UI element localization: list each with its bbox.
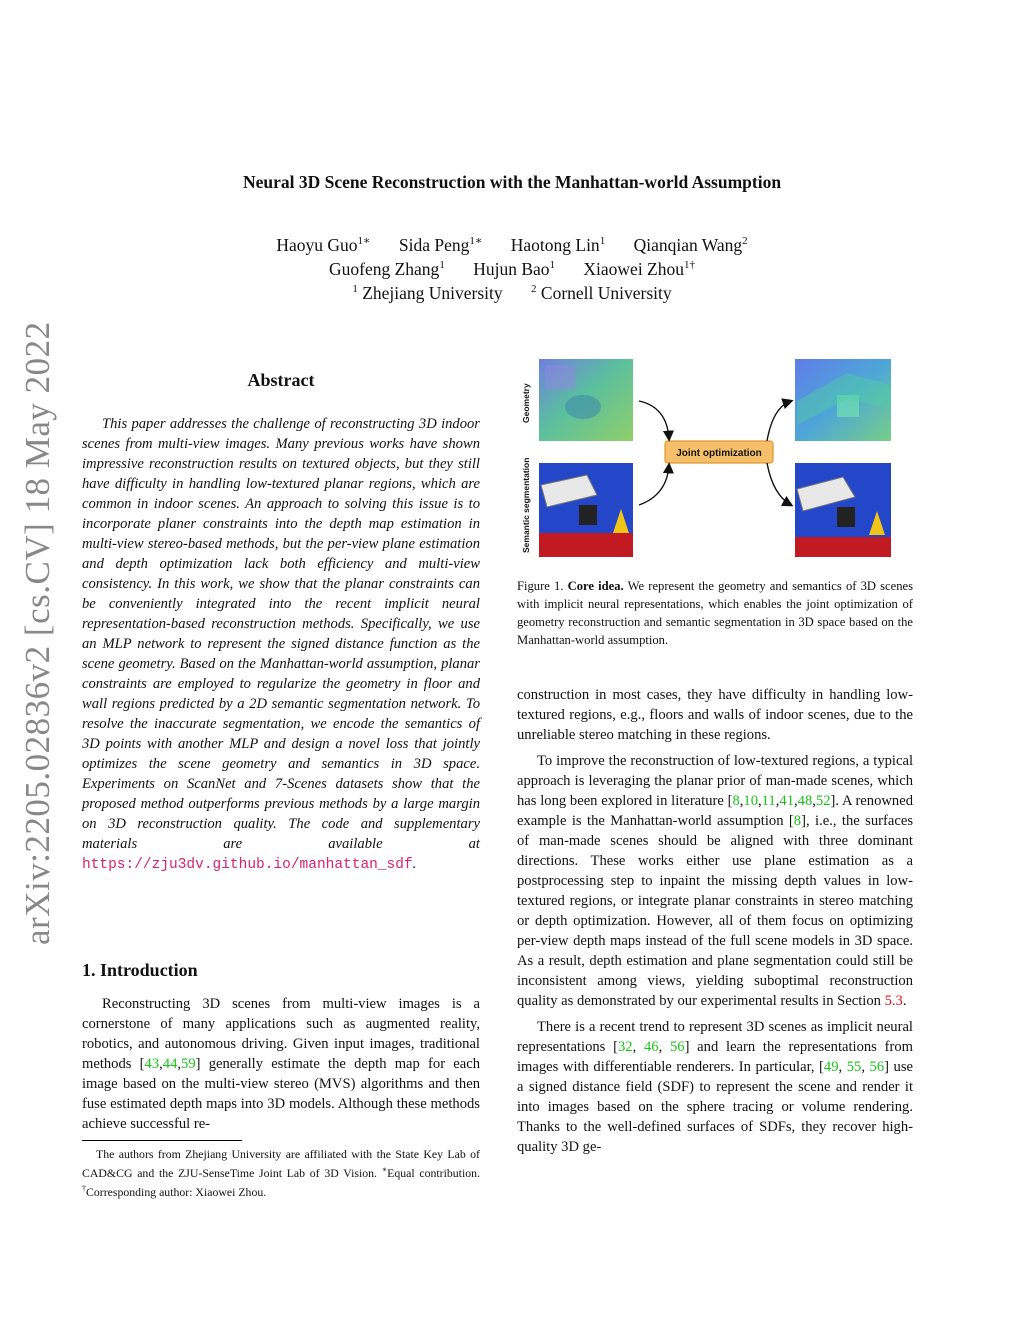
citation-link[interactable]: 44 (162, 1056, 178, 1072)
citation-link[interactable]: 10 (743, 793, 759, 809)
author: Xiaowei Zhou$^{1\dagger}$ (583, 259, 695, 279)
abstract-body: This paper addresses the challenge of reconstructing 3D indoor scenes from multi-view images. Many previous works have shown impressive reconstruction results on textured objects, but they still have difficulty in handling low-textured planar regions, which are common in indoor scenes. An approach to solving this issue is to incorporate planer constraints into the depth map estimation in multi-view stereo-based methods, but the per-view plane estimation and depth optimization lack both efficiency and multi-view consistency. In this work, we show that the planar constraints can be conveniently integrated into the recent implicit neural representation-based reconstruction methods. Specifically, we use an MLP network to represent the signed distance function as the scene geometry. Based on the Manhattan-world assumption, planar constraints are employed to regularize the geometry in floor and wall regions predicted by a 2D semantic segmentation network. To resolve the inaccurate segmentation, we encode the semantics of 3D points with another MLP and design a novel loss that jointly optimizes the scene geometry and semantics in 3D space. Experiments on ScanNet and 7-Scenes datasets show that the proposed method outperforms previous methods by a large margin on 3D reconstruction quality. The code and supplementary materials are available at https://zju3dv.github.io/manhattan_sdf. (82, 416, 480, 873)
geometry-output-image (795, 359, 891, 441)
citation-link[interactable]: 56 (669, 1039, 685, 1055)
paragraph: construction in most cases, they have difficulty in handling low-textured regions, e.g., floors and walls of indoor scenes, due to the unreliable stereo matching in these regions. (517, 687, 913, 743)
arrow-semantic-out (767, 463, 791, 505)
figure-caption: Figure 1. Core idea. We represent the geometry and semantics of 3D scenes with implicit neural representations, which enables the joint optimization of geometry reconstruction and semantic segmentation in 3D space based on the Manhattan-world assumption. (517, 579, 914, 647)
author-line-1 (0, 234, 1024, 256)
arrow-geometry-in (639, 401, 669, 439)
author-line-2 (0, 259, 1024, 280)
semantic-input-image (539, 463, 633, 557)
citation-link[interactable]: 32 (617, 1039, 633, 1055)
citation-link[interactable]: 49 (823, 1059, 839, 1075)
paragraph: There is a recent trend to represent 3D scenes as implicit neural representations [32, 46, 56] and learn the representations from images with differentiable renderers. In particular, [49, 55, 56] use a signed distance field (SDF) to represent the scene and render it into images based on the sphere tracing or volume rendering. Thanks to the well-defined surfaces of SDFs, they recover high-quality 3D ge- (517, 1019, 914, 1155)
project-url-link[interactable]: https://zju3dv.github.io/manhattan_sdf (82, 857, 413, 873)
citation-link[interactable]: 43 (144, 1056, 160, 1072)
citation-link[interactable]: 41 (779, 793, 794, 809)
author: Hujun Bao$^1$ (473, 259, 556, 279)
figure-label-geometry: Geometry (521, 383, 531, 423)
section-heading-introduction: 1. Introduction (82, 960, 198, 980)
paragraph: To improve the reconstruction of low-textured regions, a typical approach is leveraging the planar prior of man-made scenes, which has long been explored in literature [8,10,11,41,48,52]. A renowned example is the Manhattan-world assumption [8], i.e., the surfaces of man-made scenes should be aligned with three dominant directions. These works either use plane estimation as a postprocessing step to inpaint the missing depth values in low-textured regions, or integrate planar constraints in stereo matching or depth optimization. However, all of them focus on optimizing per-view depth maps instead of the full scene models in 3D space. As a result, depth estimation and plane segmentation could still be inconsistent among views, yielding suboptimal reconstruction quality as demonstrated by our experimental results in Section 5.3. (517, 753, 913, 1009)
footnote-rule (82, 1140, 242, 1141)
arrow-geometry-out (767, 401, 791, 441)
citation-link[interactable]: 48 (797, 793, 813, 809)
citation-link[interactable]: 56 (869, 1059, 885, 1075)
figure-1 (517, 355, 913, 565)
citation-link[interactable]: 8 (732, 793, 740, 809)
arrow-semantic-in (639, 465, 669, 505)
abstract-heading: Abstract (247, 370, 315, 390)
intro-paragraph: Reconstructing 3D scenes from multi-view images is a cornerstone of many applications such as augmented reality, robotics, and autonomous driving. Given input images, traditional methods [43,44,59] generally estimate the depth map for each image based on the multi-view stereo (MVS) algorithms and then fuse estimated depth maps into 3D models. Although these methods achieve successful re- (82, 996, 480, 1132)
affiliation: $^2$ Cornell University (531, 283, 672, 303)
author: Haotong Lin$^1$ (510, 234, 606, 255)
right-column-body (517, 685, 913, 1163)
semantic-output-image (795, 463, 891, 557)
citation-link[interactable]: 52 (815, 793, 831, 809)
footnote: The authors from Zhejiang University are affiliated with the State Key Lab of CAD&CG and the ZJU-SenseTime Joint Lab of 3D Vision. ∗Equal contribution. †Corresponding author: Xiaowei Zhou. (82, 1147, 480, 1199)
citation-link[interactable]: 8 (793, 813, 802, 829)
affiliation: $^1$ Zhejiang University (352, 283, 503, 303)
author: Haoyu Guo$^{1∗}$ (276, 234, 371, 255)
affiliations (0, 283, 1024, 304)
figure-label-semantic: Semantic segmentation (521, 457, 531, 553)
geometry-input-image (539, 359, 633, 441)
citation-link[interactable]: 59 (181, 1056, 196, 1072)
author: Sida Peng$^{1∗}$ (398, 234, 483, 255)
author: Qianqian Wang$^2$ (633, 234, 748, 255)
citation-link[interactable]: 11 (761, 793, 776, 809)
author: Guofeng Zhang$^1$ (328, 259, 445, 279)
paper-title: Neural 3D Scene Reconstruction with the Manhattan-world Assumption (242, 172, 782, 192)
citation-link[interactable]: 46 (643, 1039, 659, 1055)
section-link[interactable]: 5.3 (884, 993, 903, 1009)
arxiv-stamp: arXiv:2205.02836v2 [cs.CV] 18 May 2022 (18, 321, 57, 945)
joint-optimization-label: Joint optimization (676, 448, 762, 459)
citation-link[interactable]: 55 (846, 1059, 862, 1075)
